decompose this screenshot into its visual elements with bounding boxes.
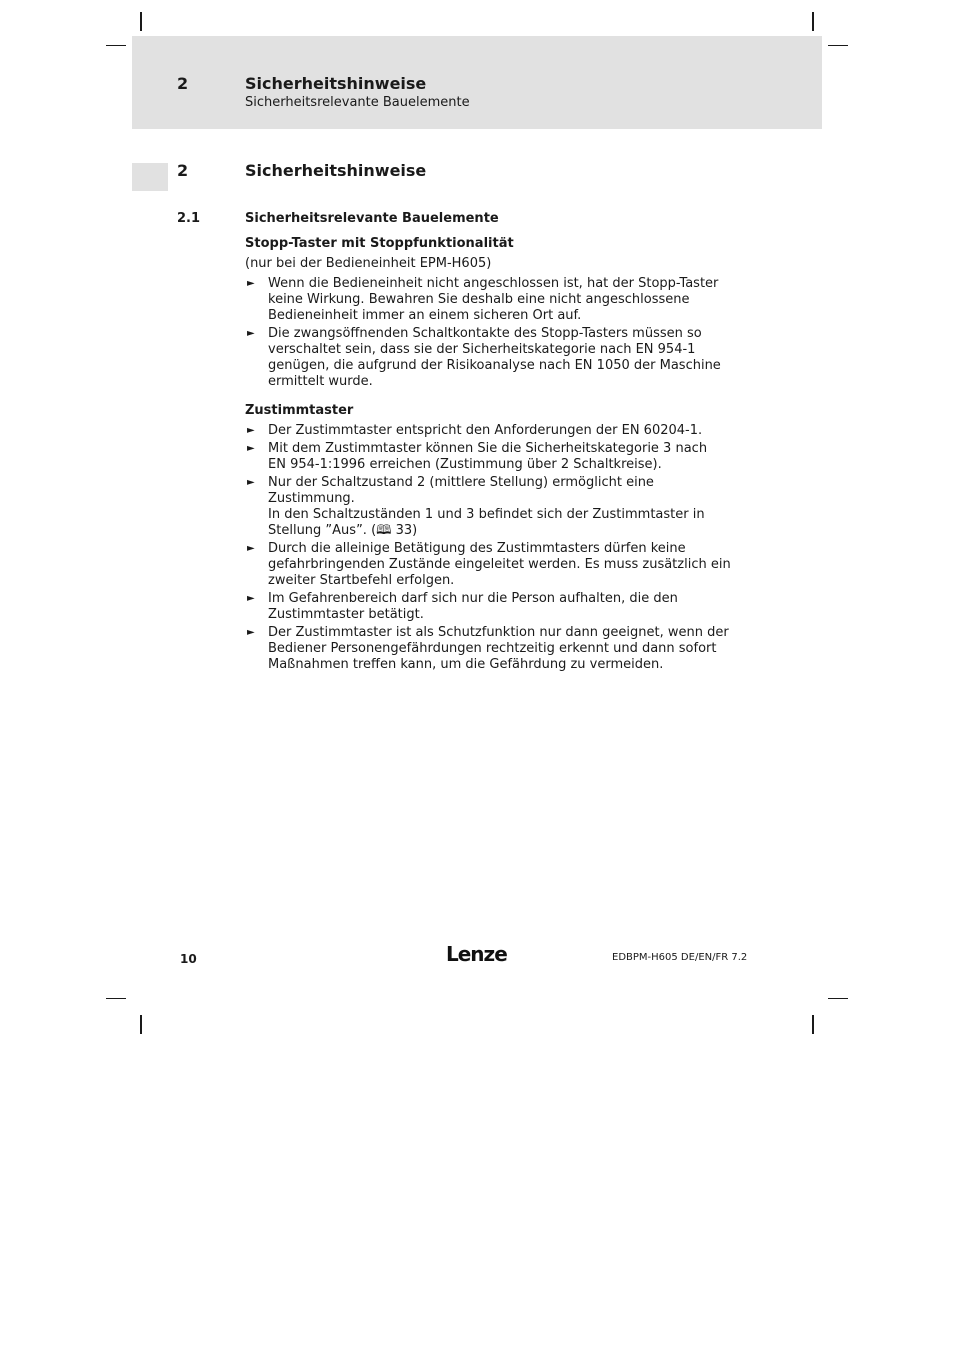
- crop-mark: [828, 998, 848, 999]
- list-item: ► Der Zustimmtaster entspricht den Anforderungen der EN 60204-1.: [247, 423, 703, 438]
- crop-mark: [828, 45, 848, 46]
- lenze-logo: Lenze: [446, 942, 507, 966]
- section-title: Sicherheitsrelevante Bauelemente: [245, 211, 499, 226]
- crop-mark: [140, 12, 142, 31]
- page-content: [245, 236, 735, 675]
- crop-mark: [140, 1015, 142, 1034]
- bullet-arrow-icon: ►: [247, 278, 255, 289]
- document-code: EDBPM-H605 DE/EN/FR 7.2: [612, 952, 748, 963]
- crop-mark: [106, 45, 126, 46]
- bullet-arrow-icon: ►: [247, 425, 255, 436]
- page-number: 10: [180, 952, 197, 966]
- bullet-arrow-icon: ►: [247, 477, 255, 488]
- header-chapter-title: Sicherheitshinweise: [245, 74, 427, 93]
- stop-button-heading: Stopp-Taster mit Stoppfunktionalität: [245, 236, 514, 251]
- chapter-tab-marker: [132, 163, 168, 191]
- list-item: ► Die zwangsöffnenden Schaltkontakte des Stopp-Tasters müssen so verschaltet sein, dass sie der Sicherheitskategorie nach EN 954-1 genügen, die aufgrund der Risikoanalyse nach EN 1050 der Maschine ermittelt wurde.: [247, 326, 721, 389]
- list-item: ► Mit dem Zustimmtaster können Sie die Sicherheitskategorie 3 nach EN 954-1:1996 erreichen (Zustimmung über 2 Schaltkreise).: [247, 441, 708, 472]
- bullet-arrow-icon: ►: [247, 627, 255, 638]
- bullet-arrow-icon: ►: [247, 593, 255, 604]
- stop-button-list: [245, 276, 735, 390]
- crop-mark: [812, 1015, 814, 1034]
- chapter-number: 2: [177, 161, 189, 180]
- enabling-switch-heading: Zustimmtaster: [245, 403, 354, 418]
- section-number: 2.1: [177, 211, 201, 226]
- header-chapter-number: 2: [177, 74, 189, 93]
- list-item: ► Im Gefahrenbereich darf sich nur die Person aufhalten, die den Zustimmtaster betätigt.: [247, 591, 678, 622]
- list-item: ► Nur der Schaltzustand 2 (mittlere Stellung) ermöglicht eine Zustimmung. In den Schaltzuständen 1 und 3 befindet sich der Zustimmtaster in Stellung ”Aus”. (🕮 33): [247, 475, 705, 538]
- bullet-arrow-icon: ►: [247, 328, 255, 339]
- stop-button-note: (nur bei der Bedieneinheit EPM-H605): [245, 256, 492, 271]
- crop-mark: [812, 12, 814, 31]
- bullet-arrow-icon: ►: [247, 543, 255, 554]
- header-subtitle: Sicherheitsrelevante Bauelemente: [245, 95, 470, 110]
- bullet-arrow-icon: ►: [247, 443, 255, 454]
- crop-mark: [106, 998, 126, 999]
- chapter-title: Sicherheitshinweise: [245, 161, 427, 180]
- list-item: ► Durch die alleinige Betätigung des Zustimmtasters dürfen keine gefahrbringenden Zustände eingeleitet werden. Es muss zusätzlich ein zweiter Startbefehl erfolgen.: [247, 541, 731, 588]
- list-item: ► Wenn die Bedieneinheit nicht angeschlossen ist, hat der Stopp-Taster keine Wirkung. Bewahren Sie deshalb eine nicht angeschlossene Bedieneinheit immer an einem sicheren Ort auf.: [247, 276, 719, 323]
- list-item: ► Der Zustimmtaster ist als Schutzfunktion nur dann geeignet, wenn der Bediener Personengefährdungen rechtzeitig erkennt und dann sofort Maßnahmen treffen kann, um die Gefährdung zu vermeiden.: [247, 625, 729, 672]
- running-header: [132, 36, 822, 129]
- enabling-switch-list: [245, 423, 735, 673]
